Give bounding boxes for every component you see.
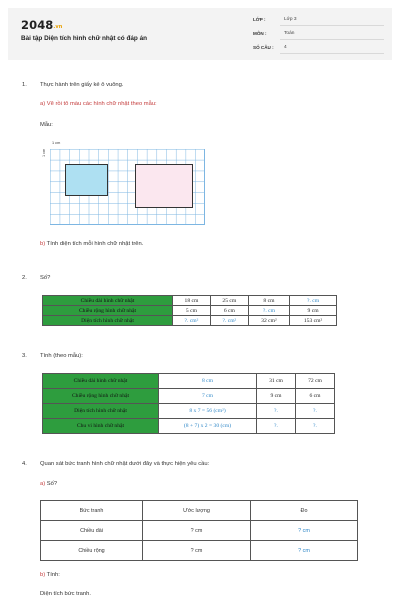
q4-line: Diện tích bức tranh. [40,591,91,597]
cell: 18 cm [173,296,211,306]
sample-rectangle-pink [135,164,193,208]
page-header [8,8,392,60]
logo-main: 2048 [21,18,54,32]
cell: 32 cm² [248,316,289,326]
cell: 6 cm [210,306,248,316]
answer-cell[interactable]: ? cm [143,541,251,561]
meta-label-count: SỐ CÂU : [253,45,274,50]
answer-cell[interactable]: ?. cm² [173,316,211,326]
q4-part-b [40,572,60,578]
table-row [43,374,335,389]
q3-number: 3. [22,353,27,359]
answer-cell[interactable]: ? cm [251,541,358,561]
answer-cell[interactable]: ?. cm [248,306,289,316]
example-cell: 8 cm [159,374,257,389]
cell: 8 cm [248,296,289,306]
example-cell: 8 x 7 = 56 (cm²) [159,404,257,419]
column-header: Ước lượng [143,501,251,521]
table-row [43,419,335,434]
table-row [43,306,337,316]
row-label: Diện tích hình chữ nhật [43,316,173,326]
table-row [43,389,335,404]
row-label: Diện tích hình chữ nhật [43,404,159,419]
answer-cell[interactable]: ?. [257,419,296,434]
meta-label-subject: MÔN : [253,31,267,36]
q1-sample-label: Mẫu: [40,122,53,128]
answer-cell[interactable]: ? cm [143,521,251,541]
q4-prompt: Quan sát bức tranh hình chữ nhật dưới đây và thực hiện yêu cầu: [40,461,210,467]
table-row [43,404,335,419]
row-label: Chiều dài [41,521,143,541]
q1-part-b-text: Tính diện tích mỗi hình chữ nhật trên. [45,241,144,247]
q4-part-a-text: Số? [45,481,58,487]
q2-number: 2. [22,275,27,281]
example-cell: 7 cm [159,389,257,404]
site-logo[interactable] [21,18,62,32]
answer-cell[interactable]: ?. [296,404,335,419]
cell: 153 cm² [290,316,337,326]
q4-table [40,500,358,561]
document-title: Bài tập Diện tích hình chữ nhật có đáp án [21,35,148,42]
meta-divider [280,25,384,26]
example-cell: (8 + 7) x 2 = 30 (cm) [159,419,257,434]
q4-part-b-marker: b) [40,572,46,578]
cell: 6 cm [296,389,335,404]
meta-value-count: 4 [284,45,287,50]
q3-table [42,373,335,434]
column-header: Đo [251,501,358,521]
q1-part-a [40,101,157,107]
cell: 9 cm [290,306,337,316]
q1-number: 1. [22,82,27,88]
logo-suffix: .vn [53,24,63,30]
q2-table [42,295,337,326]
q4-number: 4. [22,461,27,467]
q4-part-a [40,481,57,487]
sample-rectangle-blue [65,164,108,196]
meta-value-subject: Toán [284,31,295,36]
unit-label-side: 1 cm [42,148,46,157]
row-label: Chiều dài hình chữ nhật [43,296,173,306]
row-label: Chiều rộng [41,541,143,561]
row-label: Chu vi hình chữ nhật [43,419,159,434]
q4-part-a-marker: a) [40,481,46,487]
answer-cell[interactable]: ? cm [251,521,358,541]
q2-prompt: Số? [40,275,51,281]
meta-divider [280,39,384,40]
table-row [41,541,358,561]
answer-cell[interactable]: ?. cm² [210,316,248,326]
table-row [43,296,337,306]
cell: 31 cm [257,374,296,389]
answer-cell[interactable]: ?. [296,419,335,434]
row-label: Chiều dài hình chữ nhật [43,374,159,389]
cell: 72 cm [296,374,335,389]
grid-paper [50,149,205,225]
answer-cell[interactable]: ?. cm [290,296,337,306]
cell: 5 cm [173,306,211,316]
table-header-row [41,501,358,521]
meta-value-class: Lớp 3 [284,17,297,22]
q1-part-b [40,241,143,247]
column-header: Bức tranh [41,501,143,521]
cell: 9 cm [257,389,296,404]
meta-divider [280,53,384,54]
unit-label-top: 1 cm [52,141,61,145]
table-row [43,316,337,326]
q4-part-b-text: Tính: [45,572,60,578]
q3-prompt: Tính (theo mẫu): [40,353,83,359]
row-label: Chiều rộng hình chữ nhật [43,306,173,316]
meta-label-class: LỚP : [253,17,266,22]
row-label: Chiều rộng hình chữ nhật [43,389,159,404]
cell: 25 cm [210,296,248,306]
q1-prompt: Thực hành trên giấy kẻ ô vuông. [40,82,124,88]
table-row [41,521,358,541]
q1-part-b-marker: b) [40,241,46,247]
answer-cell[interactable]: ?. [257,404,296,419]
q1-part-a-text: a) Vẽ rồi tô màu các hình chữ nhật theo mẫu: [40,101,157,107]
